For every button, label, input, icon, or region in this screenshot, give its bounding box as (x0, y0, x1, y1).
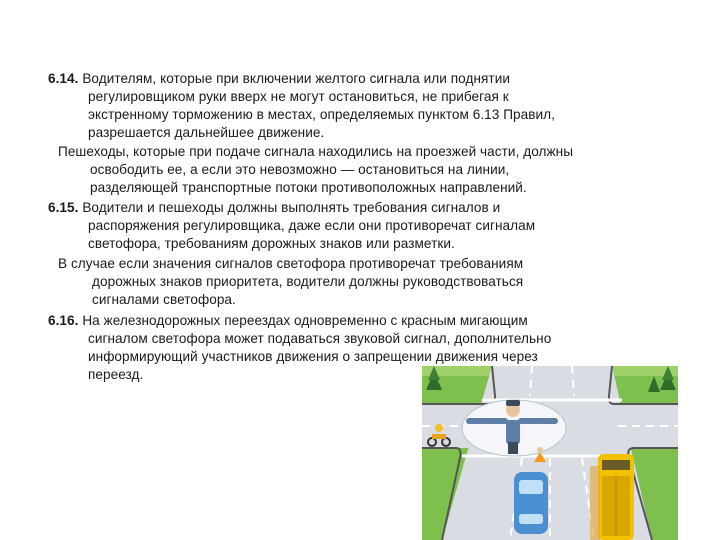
text-line: информирующий участников движения о запрещении движения через (88, 349, 538, 364)
text-line: дорожных знаков приоритета, водители должны руководствоваться (92, 274, 524, 289)
yellow-bus (590, 454, 634, 540)
rule-6-14-text (48, 70, 648, 88)
text-line: Пешеходы, которые при подаче сигнала находились на проезжей части, должны (58, 144, 574, 159)
text-line: Водители и пешеходы должны выполнять требования сигналов и (82, 200, 501, 215)
rule-number: 6.16. (48, 313, 79, 328)
text-line: светофора, требованиям дорожных знаков или разметки. (88, 236, 455, 251)
text-line: разрешается дальнейшее движение. (88, 125, 325, 140)
text-line: сигналом светофора может подаваться звуковой сигнал, дополнительно (88, 331, 552, 346)
text-line: На железнодорожных переездах одновременно с красным мигающим (82, 313, 528, 328)
rule-number: 6.15. (48, 200, 79, 215)
conflict-paragraph (52, 255, 652, 309)
text-line: освободить ее, а если это невозможно — остановиться на линии, (90, 162, 510, 177)
text-line: переезд. (88, 367, 144, 382)
intersection-scene (422, 366, 678, 540)
text-line: экстренному торможению в местах, определяемых пунктом 6.13 Правил, (88, 107, 555, 122)
rule-6-15 (48, 199, 658, 253)
text-line: Водителям, которые при включении желтого сигнала или поднятии (82, 71, 510, 86)
rule-6-14 (48, 70, 648, 142)
rule-number: 6.14. (48, 71, 79, 86)
text-line: В случае если значения сигналов светофора противоречат требованиям (58, 256, 524, 271)
text-line: разделяющей транспортные потоки противоположных направлений. (90, 180, 527, 195)
text-line: регулировщиком руки вверх не могут остановиться, не прибегая к (88, 89, 509, 104)
blue-car (514, 472, 548, 534)
text-line: сигналами светофора. (92, 292, 236, 307)
traffic-controller-illustration (422, 366, 678, 540)
text-line: распоряжения регулировщика, даже если они противоречат сигналам (88, 218, 536, 233)
pedestrians-paragraph (50, 143, 660, 197)
